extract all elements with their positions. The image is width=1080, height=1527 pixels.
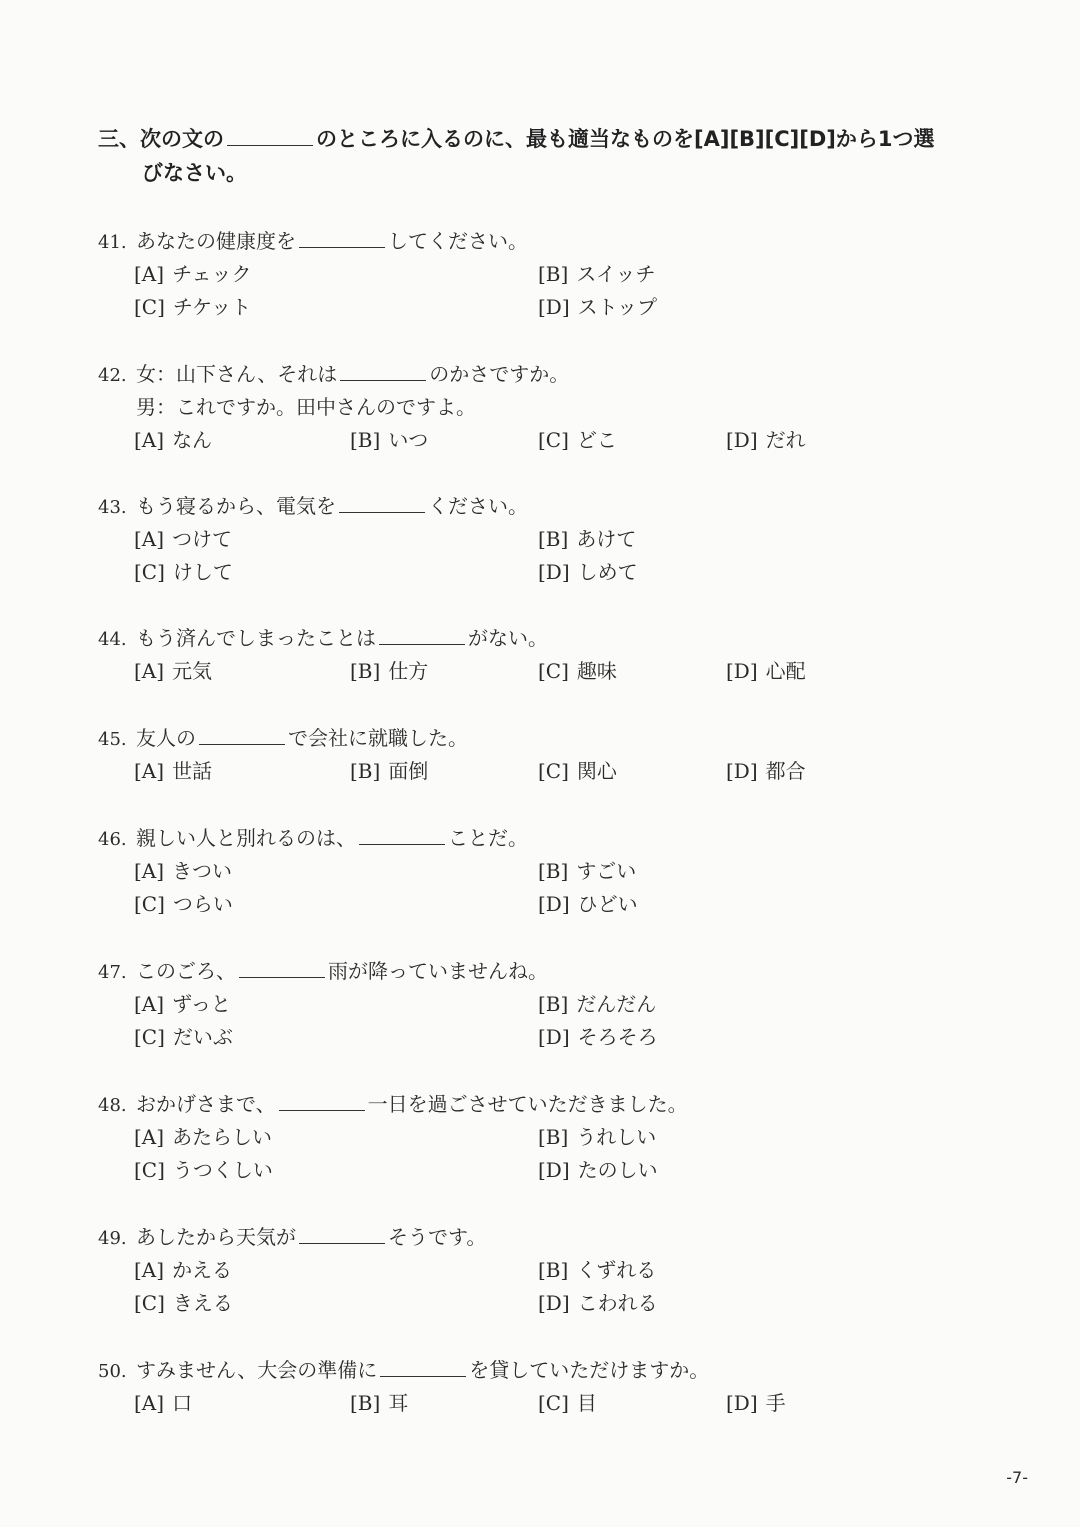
question-47 — [98, 955, 998, 1054]
option-label: [C] — [538, 759, 569, 783]
option-text: どこ — [576, 428, 617, 452]
option-label: [B] — [538, 1258, 569, 1282]
instruction-line-1 — [98, 122, 998, 156]
option-b[interactable] — [538, 855, 636, 888]
option-label: [C] — [134, 1291, 165, 1315]
stem-text-before: おかげさまで、 — [136, 1092, 276, 1116]
option-label: [D] — [726, 428, 758, 452]
option-b[interactable] — [350, 755, 428, 788]
option-text: きえる — [172, 1291, 233, 1315]
options-row — [98, 523, 998, 556]
option-label: [C] — [134, 295, 165, 319]
option-b[interactable] — [538, 523, 636, 556]
option-label: [A] — [134, 1391, 165, 1415]
options-row — [98, 655, 998, 688]
answer-blank — [299, 246, 385, 248]
answer-blank — [339, 511, 425, 513]
options-row — [98, 1154, 998, 1187]
option-text: つらい — [172, 892, 233, 916]
option-text: かえる — [172, 1258, 233, 1282]
option-label: [A] — [134, 262, 165, 286]
stem-text-after: がない。 — [468, 626, 548, 650]
options-row — [98, 1121, 998, 1154]
stem-text-after: を貸していただけますか。 — [469, 1358, 710, 1382]
option-label: [D] — [538, 1158, 570, 1182]
options-row — [98, 1287, 998, 1320]
options-row — [98, 1021, 998, 1054]
option-label: [C] — [134, 892, 165, 916]
option-a[interactable] — [134, 258, 251, 291]
option-label: [D] — [538, 295, 570, 319]
question-stem — [98, 358, 998, 391]
stem-text-after: のかさですか。 — [429, 362, 570, 386]
question-number: 45. — [98, 729, 127, 750]
option-label: [B] — [350, 1391, 381, 1415]
option-c[interactable] — [538, 755, 617, 788]
options-row — [98, 258, 998, 291]
option-b[interactable] — [538, 258, 656, 291]
option-label: [D] — [726, 659, 758, 683]
option-b[interactable] — [538, 1254, 656, 1287]
option-label: [C] — [134, 1158, 165, 1182]
option-label: [A] — [134, 659, 165, 683]
option-d[interactable] — [538, 888, 638, 921]
answer-blank — [359, 843, 445, 845]
stem-text-after: してください。 — [388, 229, 528, 253]
option-text: 手 — [765, 1391, 786, 1415]
question-49 — [98, 1221, 998, 1320]
stem-text-before: もう寝るから、電気を — [136, 494, 336, 518]
option-a[interactable] — [134, 855, 232, 888]
options-row — [98, 424, 998, 457]
options-row — [98, 888, 998, 921]
option-text: そろそろ — [577, 1025, 658, 1049]
option-b[interactable] — [350, 1387, 408, 1420]
option-text: 耳 — [388, 1391, 409, 1415]
option-text: ストップ — [577, 295, 658, 319]
option-d[interactable] — [726, 755, 806, 788]
stem-dialogue: 男：これですか。田中さんのですよ。 — [136, 395, 476, 419]
question-stem — [98, 622, 998, 655]
option-label: [C] — [538, 428, 569, 452]
option-text: チケット — [172, 295, 252, 319]
option-d[interactable] — [726, 1387, 786, 1420]
stem-text-after: ください。 — [428, 494, 528, 518]
option-text: うれしい — [576, 1125, 657, 1149]
stem-text-after: ことだ。 — [448, 826, 528, 850]
question-41 — [98, 225, 998, 324]
option-text: すごい — [576, 859, 637, 883]
option-text: けして — [172, 560, 233, 584]
option-label: [A] — [134, 859, 165, 883]
option-label: [D] — [538, 892, 570, 916]
option-text: くずれる — [576, 1258, 657, 1282]
options-row — [98, 1387, 998, 1420]
option-label: [B] — [538, 1125, 569, 1149]
option-text: チェック — [172, 262, 252, 286]
question-stem — [98, 822, 998, 855]
stem-text-before: 女：山下さん、それは — [136, 362, 338, 386]
question-42 — [98, 358, 998, 457]
answer-blank — [379, 643, 465, 645]
stem-text-before: 親しい人と別れるのは、 — [136, 826, 356, 850]
option-d[interactable] — [538, 291, 657, 324]
option-label: [B] — [538, 992, 569, 1016]
option-b[interactable] — [538, 1121, 656, 1154]
option-label: [A] — [134, 527, 165, 551]
option-text: つけて — [172, 527, 233, 551]
option-text: なん — [172, 428, 213, 452]
option-text: 元気 — [172, 659, 213, 683]
question-44 — [98, 622, 998, 688]
instruction-line-2: びなさい。 — [142, 161, 247, 185]
option-text: たのしい — [577, 1158, 658, 1182]
question-46 — [98, 822, 998, 921]
option-a[interactable] — [134, 988, 231, 1021]
option-text: 面倒 — [388, 759, 429, 783]
option-d[interactable] — [538, 556, 638, 589]
question-stem — [98, 1221, 998, 1254]
option-a[interactable] — [134, 655, 212, 688]
page-number: -7- — [1006, 1468, 1028, 1487]
question-stem-line-2 — [98, 391, 998, 424]
option-d[interactable] — [538, 1287, 658, 1320]
option-label: [B] — [538, 262, 569, 286]
options-row — [98, 755, 998, 788]
option-label: [C] — [134, 560, 165, 584]
question-stem — [98, 1354, 998, 1387]
option-label: [C] — [538, 659, 569, 683]
stem-text-before: あなたの健康度を — [136, 229, 296, 253]
option-text: ひどい — [577, 892, 638, 916]
option-label: [B] — [538, 859, 569, 883]
option-c[interactable] — [538, 424, 617, 457]
option-text: スイッチ — [576, 262, 656, 286]
stem-text-before: あしたから天気が — [136, 1225, 296, 1249]
option-text: しめて — [577, 560, 638, 584]
question-number: 43. — [98, 497, 127, 518]
options-row — [98, 291, 998, 324]
answer-blank — [239, 976, 325, 978]
stem-text-after: そうです。 — [388, 1225, 487, 1249]
stem-text-after: で会社に就職した。 — [288, 726, 468, 750]
option-c[interactable] — [538, 1387, 597, 1420]
answer-blank — [340, 379, 426, 381]
option-b[interactable] — [350, 655, 428, 688]
option-c[interactable] — [134, 1021, 233, 1054]
option-c[interactable] — [134, 888, 233, 921]
option-c[interactable] — [134, 291, 251, 324]
option-text: あたらしい — [172, 1125, 273, 1149]
option-a[interactable] — [134, 755, 212, 788]
option-a[interactable] — [134, 523, 232, 556]
option-label: [D] — [538, 1025, 570, 1049]
stem-text-before: 友人の — [136, 726, 196, 750]
question-50 — [98, 1354, 998, 1420]
option-label: [A] — [134, 1258, 165, 1282]
blank-line — [227, 144, 313, 146]
option-label: [D] — [538, 560, 570, 584]
option-text: 都合 — [765, 759, 806, 783]
answer-blank — [199, 743, 285, 745]
option-text: あけて — [576, 527, 637, 551]
option-a[interactable] — [134, 1254, 232, 1287]
option-label: [C] — [134, 1025, 165, 1049]
question-number: 46. — [98, 829, 127, 850]
option-d[interactable] — [726, 655, 806, 688]
option-text: だいぶ — [172, 1025, 233, 1049]
option-label: [D] — [726, 759, 758, 783]
option-text: だんだん — [576, 992, 657, 1016]
section-instruction — [98, 122, 998, 190]
option-c[interactable] — [134, 1287, 233, 1320]
option-label: [B] — [350, 428, 381, 452]
option-label: [B] — [350, 759, 381, 783]
question-45 — [98, 722, 998, 788]
stem-text-before: もう済んでしまったことは — [136, 626, 376, 650]
option-label: [C] — [538, 1391, 569, 1415]
stem-text-before: このごろ、 — [136, 959, 236, 983]
option-d[interactable] — [726, 424, 806, 457]
option-text: 目 — [576, 1391, 597, 1415]
option-text: 口 — [172, 1391, 193, 1415]
options-row — [98, 1254, 998, 1287]
option-b[interactable] — [538, 988, 656, 1021]
question-number: 44. — [98, 629, 127, 650]
instruction-text-b: のところに入るのに、最も適当なものを[A][B][C][D]から1つ選 — [316, 127, 935, 151]
option-label: [D] — [538, 1291, 570, 1315]
option-label: [B] — [538, 527, 569, 551]
question-number: 50. — [98, 1361, 127, 1382]
question-stem — [98, 722, 998, 755]
option-text: ずっと — [172, 992, 231, 1016]
options-row — [98, 855, 998, 888]
option-label: [D] — [726, 1391, 758, 1415]
option-text: こわれる — [577, 1291, 658, 1315]
option-text: 関心 — [576, 759, 617, 783]
options-row — [98, 556, 998, 589]
option-text: いつ — [388, 428, 429, 452]
option-c[interactable] — [134, 1154, 273, 1187]
option-a[interactable] — [134, 1121, 272, 1154]
option-d[interactable] — [538, 1021, 658, 1054]
option-text: 趣味 — [576, 659, 617, 683]
option-d[interactable] — [538, 1154, 658, 1187]
question-number: 41. — [98, 232, 127, 253]
option-label: [A] — [134, 992, 165, 1016]
option-text: 世話 — [172, 759, 213, 783]
stem-text-after: 雨が降っていませんね。 — [328, 959, 548, 983]
option-c[interactable] — [538, 655, 617, 688]
option-a[interactable] — [134, 1387, 192, 1420]
answer-blank — [279, 1109, 365, 1111]
option-label: [A] — [134, 428, 165, 452]
question-stem — [98, 225, 998, 258]
question-number: 48. — [98, 1095, 127, 1116]
option-c[interactable] — [134, 556, 233, 589]
option-label: [A] — [134, 1125, 165, 1149]
options-row — [98, 988, 998, 1021]
question-stem — [98, 490, 998, 523]
question-number: 42. — [98, 365, 127, 386]
option-label: [B] — [350, 659, 381, 683]
option-text: きつい — [172, 859, 233, 883]
stem-text-after: 一日を過ごさせていただきました。 — [367, 1092, 688, 1116]
option-text: うつくしい — [172, 1158, 273, 1182]
question-number: 49. — [98, 1228, 127, 1249]
answer-blank — [380, 1375, 466, 1377]
option-text: 仕方 — [388, 659, 429, 683]
option-a[interactable] — [134, 424, 212, 457]
option-label: [A] — [134, 759, 165, 783]
question-48 — [98, 1088, 998, 1187]
option-text: だれ — [765, 428, 806, 452]
option-text: 心配 — [765, 659, 806, 683]
answer-blank — [299, 1242, 385, 1244]
option-b[interactable] — [350, 424, 428, 457]
question-stem — [98, 955, 998, 988]
question-43 — [98, 490, 998, 589]
question-stem — [98, 1088, 998, 1121]
question-number: 47. — [98, 962, 127, 983]
instruction-text-a: 三、次の文の — [98, 127, 224, 151]
stem-text-before: すみません、大会の準備に — [136, 1358, 378, 1382]
